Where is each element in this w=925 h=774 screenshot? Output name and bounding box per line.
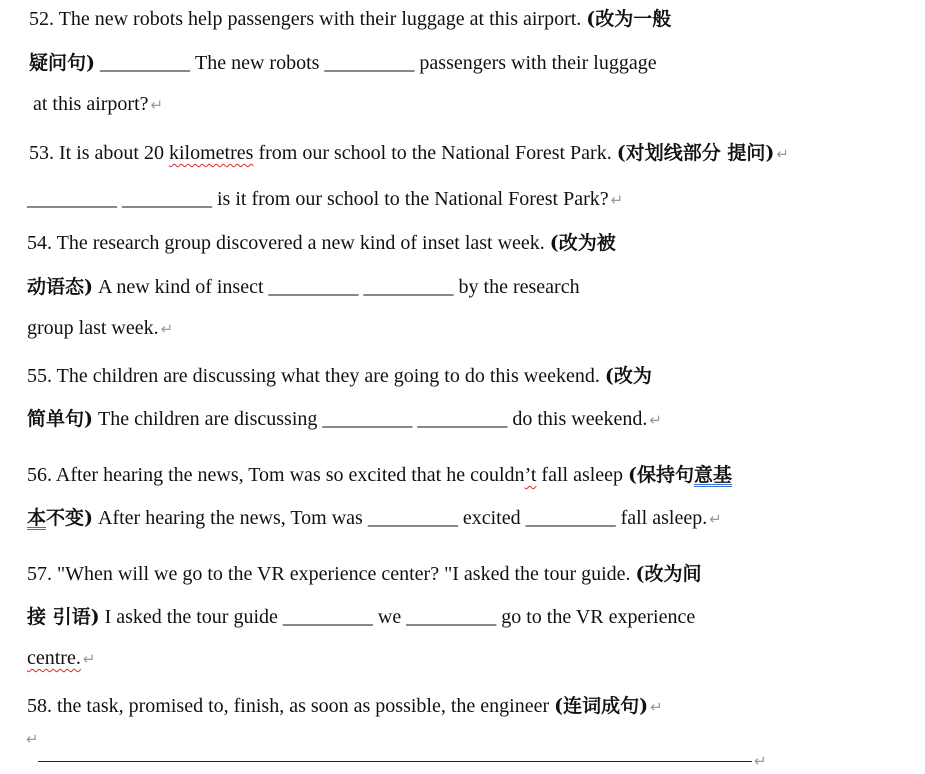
question-56-blank-sentence: After hearing the news, Tom was _________ excited _________ fall asleep. xyxy=(93,507,708,529)
question-56-line-1 xyxy=(27,463,732,487)
question-55-line-2 xyxy=(27,407,662,432)
question-52-instruction: (改为一般 xyxy=(586,8,672,30)
question-57-instruction-cont: 接 引语) xyxy=(27,606,100,628)
question-55-instruction: (改为 xyxy=(604,365,652,387)
question-54-line-1 xyxy=(27,231,616,255)
question-53-instruction: (对划线部分 提问) xyxy=(616,142,775,164)
paragraph-mark-icon: ↵ xyxy=(754,752,767,770)
question-54-line-3 xyxy=(27,316,173,341)
answer-line[interactable] xyxy=(38,761,752,762)
question-58-empty-line xyxy=(24,726,39,751)
question-57-instruction: (改为间 xyxy=(635,563,702,585)
question-57-blank-sentence: I asked the tour guide _________ we _________ go to the VR experience xyxy=(99,606,696,628)
paragraph-mark-icon: ↵ xyxy=(82,650,96,668)
question-53-line-2 xyxy=(27,187,623,212)
question-57-line-3 xyxy=(27,646,95,671)
paragraph-mark-icon: ↵ xyxy=(649,411,662,429)
question-58-line-1 xyxy=(27,694,663,719)
question-56-instruction-marked-cont: 本 xyxy=(27,507,47,529)
question-58-text: 58. the task, promised to, finish, as soon as possible, the engineer xyxy=(27,695,550,717)
question-58-instruction: (连词成句) xyxy=(554,695,649,717)
question-52-text: 52. The new robots help passengers with their luggage at this airport. xyxy=(29,8,582,30)
question-56-instruction-cont: 不变) xyxy=(46,507,94,529)
question-52-instruction-cont: 疑问句) xyxy=(29,52,95,74)
question-57-line-2 xyxy=(27,605,695,629)
question-53-text-b: from our school to the National Forest Park. xyxy=(253,142,612,164)
question-52-blank-sentence: _________ The new robots _________ passengers with their luggage xyxy=(95,52,657,74)
paragraph-mark-icon: ↵ xyxy=(709,510,722,528)
paragraph-mark-icon: ↵ xyxy=(650,698,663,716)
question-57-end: centre. xyxy=(27,647,81,669)
question-57-line-1 xyxy=(27,562,702,586)
paragraph-mark-icon: ↵ xyxy=(150,96,164,114)
question-53-text-a: 53. It is about 20 xyxy=(29,142,169,164)
question-55-line-1 xyxy=(27,364,652,388)
question-56-line-2 xyxy=(27,506,722,531)
paragraph-mark-icon: ↵ xyxy=(26,730,39,748)
question-54-instruction-cont: 动语态) xyxy=(27,276,93,298)
question-54-end: group last week. xyxy=(27,317,159,339)
question-55-text: 55. The children are discussing what they are going to do this weekend. xyxy=(27,365,600,387)
answer-line-end xyxy=(752,748,767,773)
question-54-text: 54. The research group discovered a new kind of inset last week. xyxy=(27,232,545,254)
question-56-apostrophe: ’t xyxy=(524,464,537,486)
question-55-blank-sentence: The children are discussing _________ _________ do this weekend. xyxy=(93,408,648,430)
question-57-text: 57. "When will we go to the VR experience center? "I asked the tour guide. xyxy=(27,563,631,585)
question-56-instruction: (保持句 xyxy=(628,464,695,486)
question-54-line-2 xyxy=(27,275,580,299)
question-56-text-a: 56. After hearing the news, Tom was so excited that he couldn xyxy=(27,464,525,486)
question-56-text-b: fall asleep xyxy=(536,464,624,486)
paragraph-mark-icon: ↵ xyxy=(160,320,174,338)
question-54-instruction: (改为被 xyxy=(549,232,616,254)
question-53-blank-sentence: _________ _________ is it from our school to the National Forest Park? xyxy=(27,188,609,210)
question-52-line-1 xyxy=(29,7,671,31)
question-52-end: at this airport? xyxy=(33,93,149,115)
question-55-instruction-cont: 简单句) xyxy=(27,408,93,430)
paragraph-mark-icon: ↵ xyxy=(776,145,789,163)
question-54-blank-sentence: A new kind of insect _________ _________ by the research xyxy=(93,276,580,298)
question-53-line-1 xyxy=(29,141,789,166)
question-52-line-3 xyxy=(33,92,163,117)
question-52-line-2 xyxy=(29,51,657,75)
paragraph-mark-icon: ↵ xyxy=(610,191,624,209)
question-53-underlined-word: kilometres xyxy=(169,142,254,164)
question-56-instruction-marked: 意基 xyxy=(694,464,733,486)
